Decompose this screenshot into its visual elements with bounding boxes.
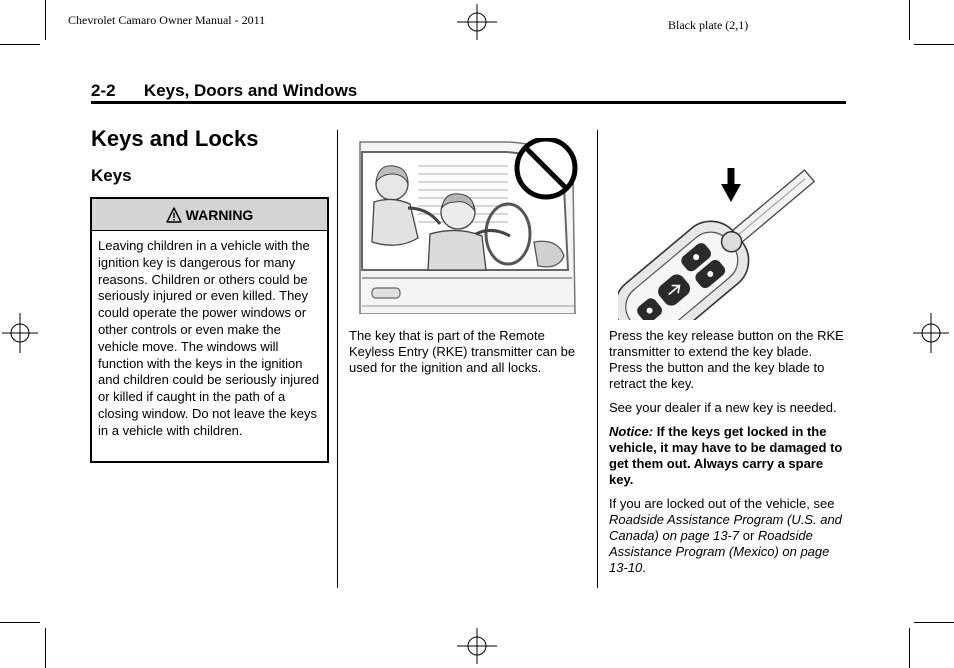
warning-icon [166, 207, 182, 223]
crop-mark [909, 0, 910, 40]
children-in-car-illustration [358, 138, 578, 314]
notice-text: If the keys get locked in the vehicle, it may have to be damaged to get them out. Always carry a spare key. [609, 424, 843, 487]
warning-box [90, 197, 329, 463]
registration-mark-icon [457, 626, 497, 666]
registration-mark-icon [911, 313, 951, 353]
section-header [91, 81, 357, 101]
section-number: 2-2 [91, 81, 116, 100]
crop-mark [45, 0, 46, 40]
notice-paragraph [609, 424, 846, 488]
notice-label: Notice: [609, 424, 654, 439]
lockout-paragraph [609, 496, 846, 576]
right-column-text [609, 328, 846, 584]
registration-mark-icon [457, 2, 497, 42]
rke-key-fob-illustration [618, 130, 836, 320]
warning-label: WARNING [185, 206, 254, 223]
crop-mark [45, 628, 46, 668]
warning-header [92, 199, 327, 231]
roadside-ref-mexico-link[interactable]: Roadside Assistance Program (Mexico) on page 13-10 [609, 528, 830, 575]
rke-key-description: The key that is part of the Remote Keyless Entry (RKE) transmitter can be used for the ignition and all locks. [349, 328, 576, 375]
crop-mark [914, 622, 954, 623]
section-rule [91, 101, 846, 104]
subheading: Keys [91, 166, 132, 185]
plate-label: Black plate (2,1) [668, 18, 749, 32]
period: . [642, 560, 646, 575]
column-divider [597, 130, 598, 588]
or-text: or [742, 528, 755, 543]
key-release-paragraph: Press the key release button on the RKE transmitter to extend the key blade. Press the button and the key blade to retract the key. [609, 328, 844, 391]
roadside-ref-us-link[interactable]: Roadside Assistance Program (U.S. and Canada) on page 13-7 [609, 512, 842, 543]
crop-mark [914, 44, 954, 45]
page-heading: Keys and Locks [91, 126, 259, 151]
crop-mark [0, 622, 40, 623]
warning-text: Leaving children in a vehicle with the ignition key is dangerous for many reasons. Children or others could be seriously injured or even killed. They could operate the power windows or other controls or even make the vehicle move. The windows will function with the keys in the ignition and children could be seriously injured or killed if caught in the path of a closing window. Do not leave the keys in a vehicle with children. [98, 238, 320, 438]
column-divider [337, 130, 338, 588]
manual-title: Chevrolet Camaro Owner Manual - 2011 [68, 13, 266, 27]
dealer-paragraph: See your dealer if a new key is needed. [609, 400, 837, 415]
registration-mark-icon [0, 313, 40, 353]
lockout-intro: If you are locked out of the vehicle, see [609, 496, 835, 511]
section-title: Keys, Doors and Windows [143, 81, 358, 100]
crop-mark [0, 44, 40, 45]
crop-mark [909, 628, 910, 668]
